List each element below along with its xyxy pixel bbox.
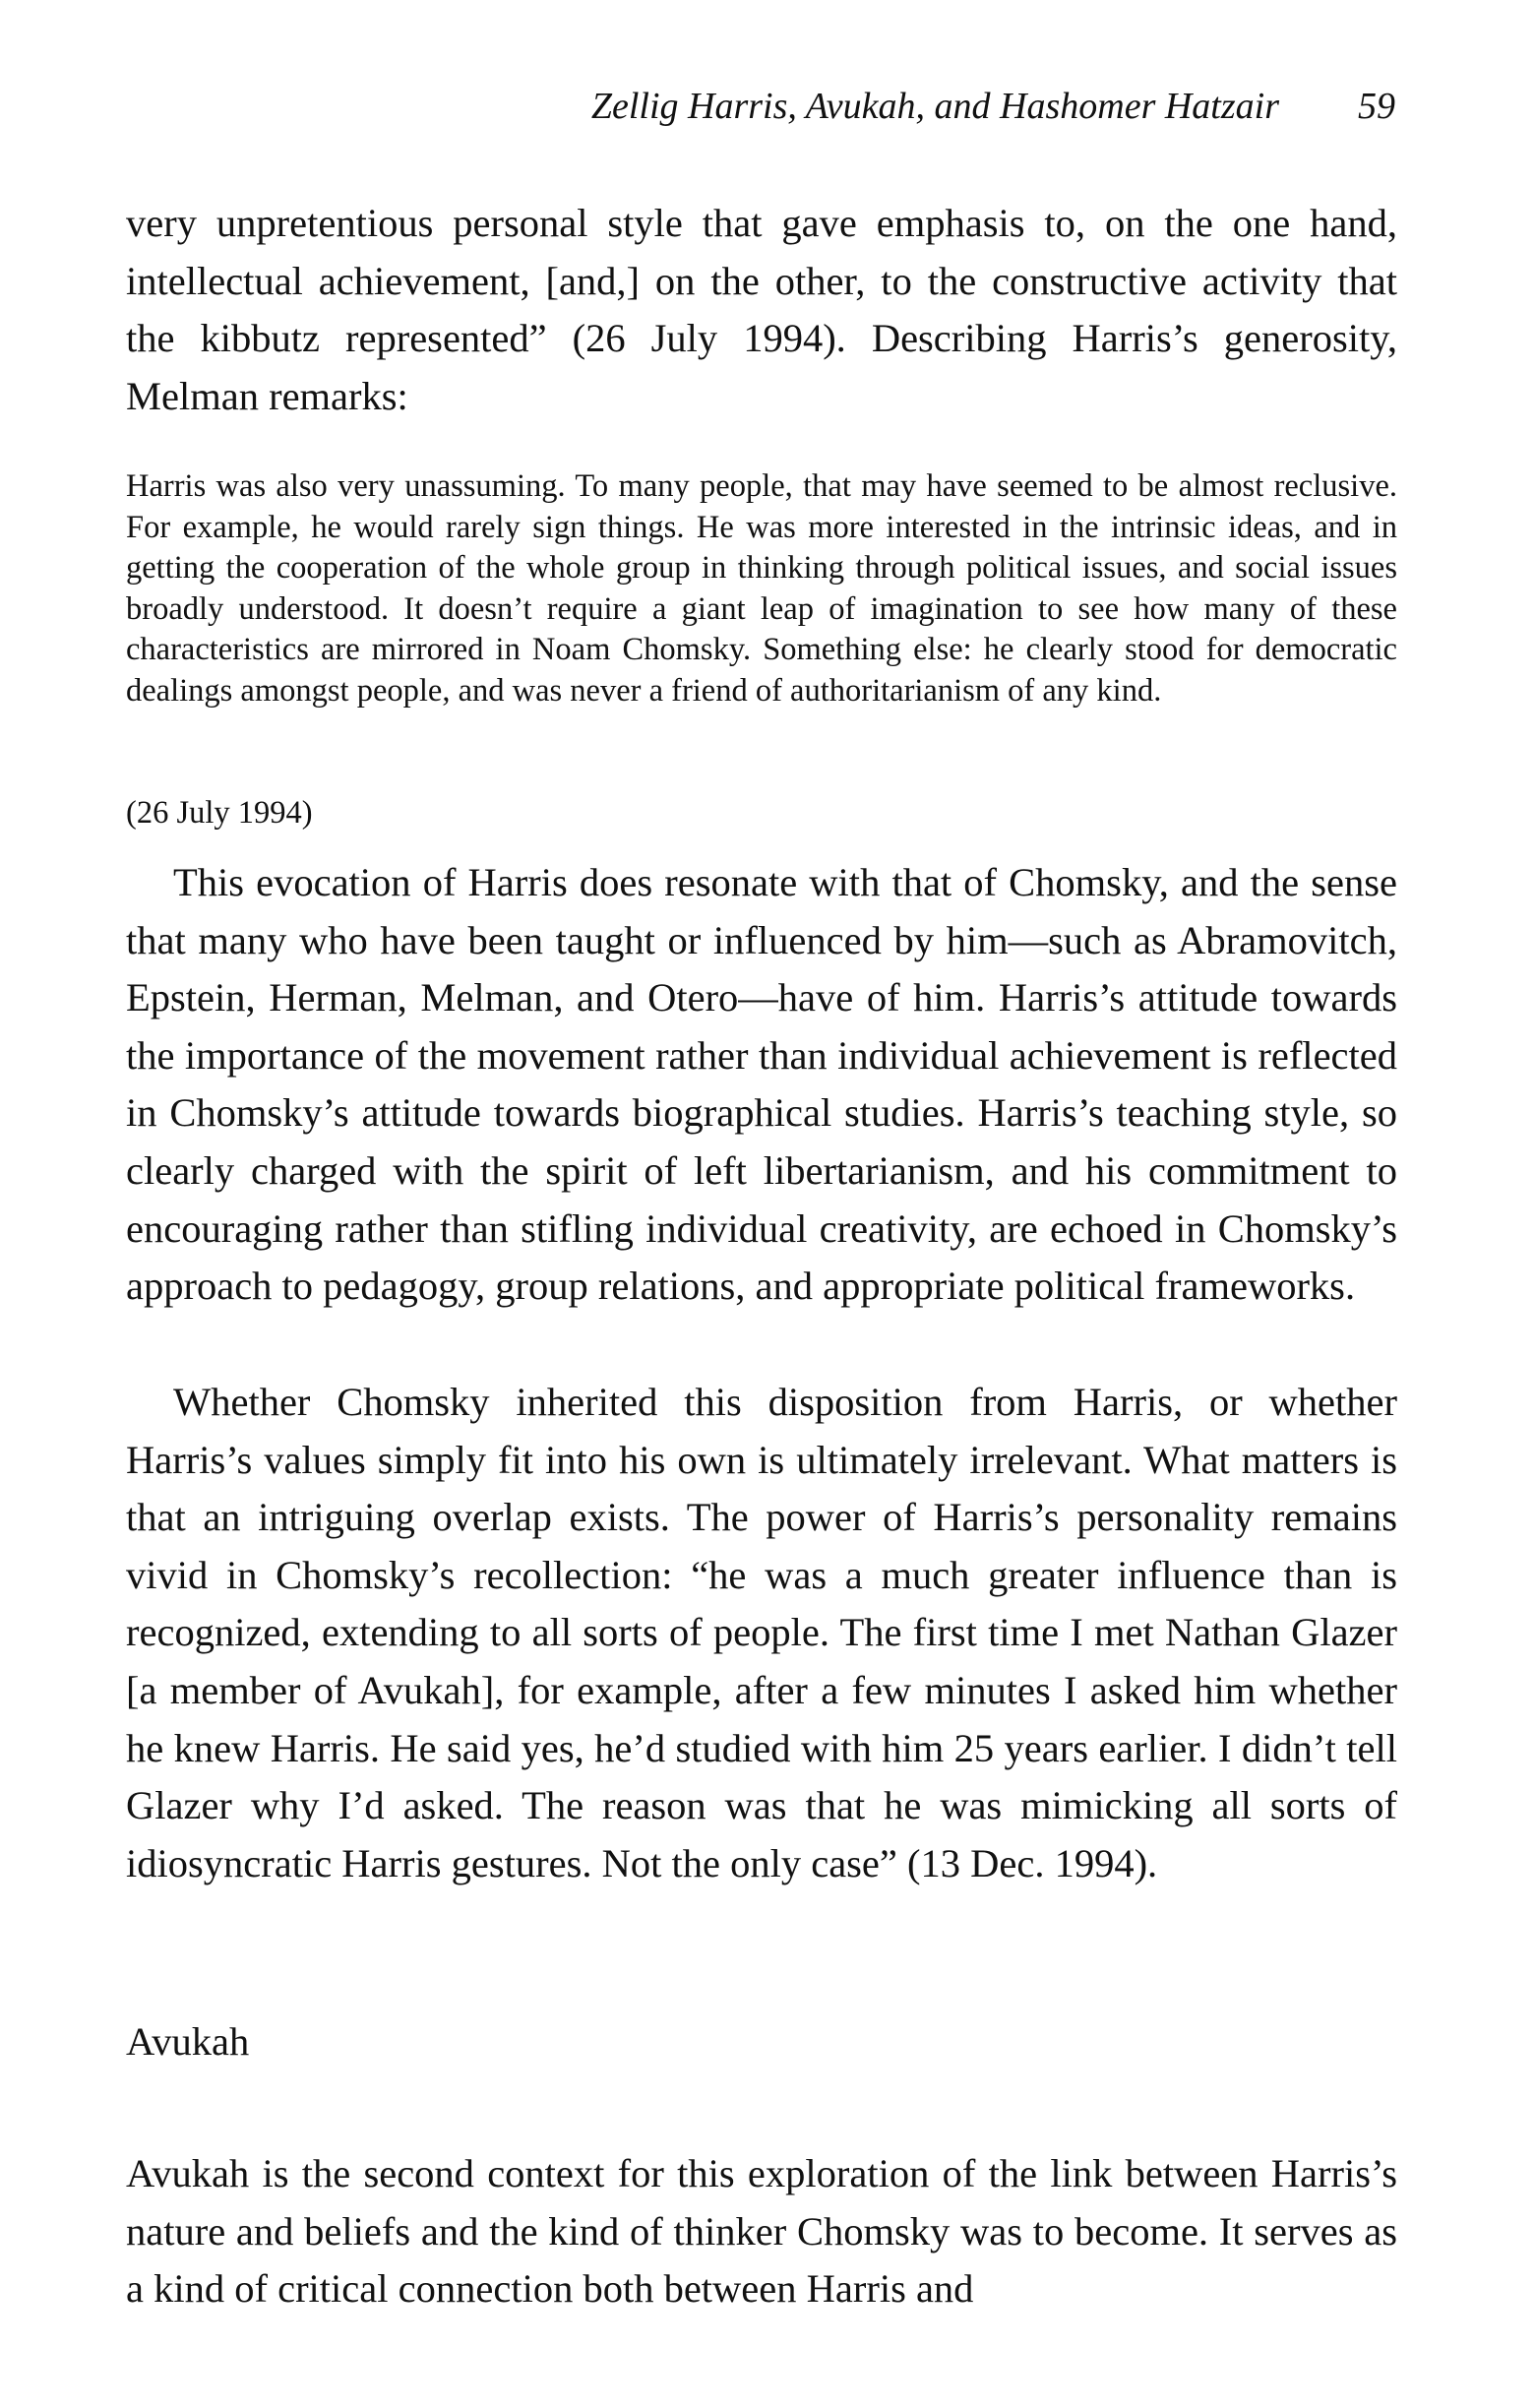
running-head [126, 77, 1395, 136]
body-paragraph-4: Avukah is the second context for this exploration of the link between Harris’s nature and beliefs and the kind of thinker Chomsky was to become. It serves as a kind of critical connection both between Harris and [126, 2151, 1397, 2312]
body-paragraph-1: very unpretentious personal style that gave emphasis to, on the one hand, intellectual achievement, [and,] on the other, to the constructive activity that the kibbutz represented” (26 July 1994). Describing Harris’s generosity, Melman remarks: [126, 201, 1397, 418]
page-number: 59 [1358, 86, 1395, 127]
block-quote-citation: (26 July 1994) [126, 795, 313, 831]
section-heading: Avukah [126, 2019, 250, 2064]
running-title: Zellig Harris, Avukah, and Hashomer Hatzair [590, 86, 1279, 127]
block-quote: Harris was also very unassuming. To many people, that may have seemed to be almost reclusive. For example, he would rarely sign things. He was more interested in the intrinsic ideas, and in getting the cooperation of the whole group in thinking through political issues, and social issues broadly understood. It doesn’t require a giant leap of imagination to see how many of these characteristics are mirrored in Noam Chomsky. Something else: he clearly stood for democratic dealings amongst people, and was never a friend of authoritarianism of any kind. [126, 468, 1397, 709]
body-paragraph-3: Whether Chomsky inherited this disposition from Harris, or whether Harris’s values simply fit into his own is ultimately irrelevant. What matters is that an intriguing overlap exists. The power of Harris’s personality remains vivid in Chomsky’s recollection: “he was a much greater influence than is recognized, extending to all sorts of people. The first time I met Nathan Glazer [a member of Avukah], for example, after a few minutes I asked him whether he knew Harris. He said yes, he’d studied with him 25 years earlier. I didn’t tell Glazer why I’d asked. The reason was that he was mimicking all sorts of idiosyncratic Harris gestures. Not the only case” (13 Dec. 1994). [126, 1380, 1397, 1885]
body-paragraph-2: This evocation of Harris does resonate with that of Chomsky, and the sense that many who have been taught or influenced by him—such as Abramovitch, Epstein, Herman, Melman, and Otero—have of him. Harris’s attitude towards the importance of the movement rather than individual achievement is reflected in Chomsky’s attitude towards biographical studies. Harris’s teaching style, so clearly charged with the spirit of left libertarianism, and his commitment to encouraging rather than stifling individual creativity, are echoed in Chomsky’s approach to pedagogy, group relations, and appropriate political frameworks. [126, 860, 1397, 1309]
